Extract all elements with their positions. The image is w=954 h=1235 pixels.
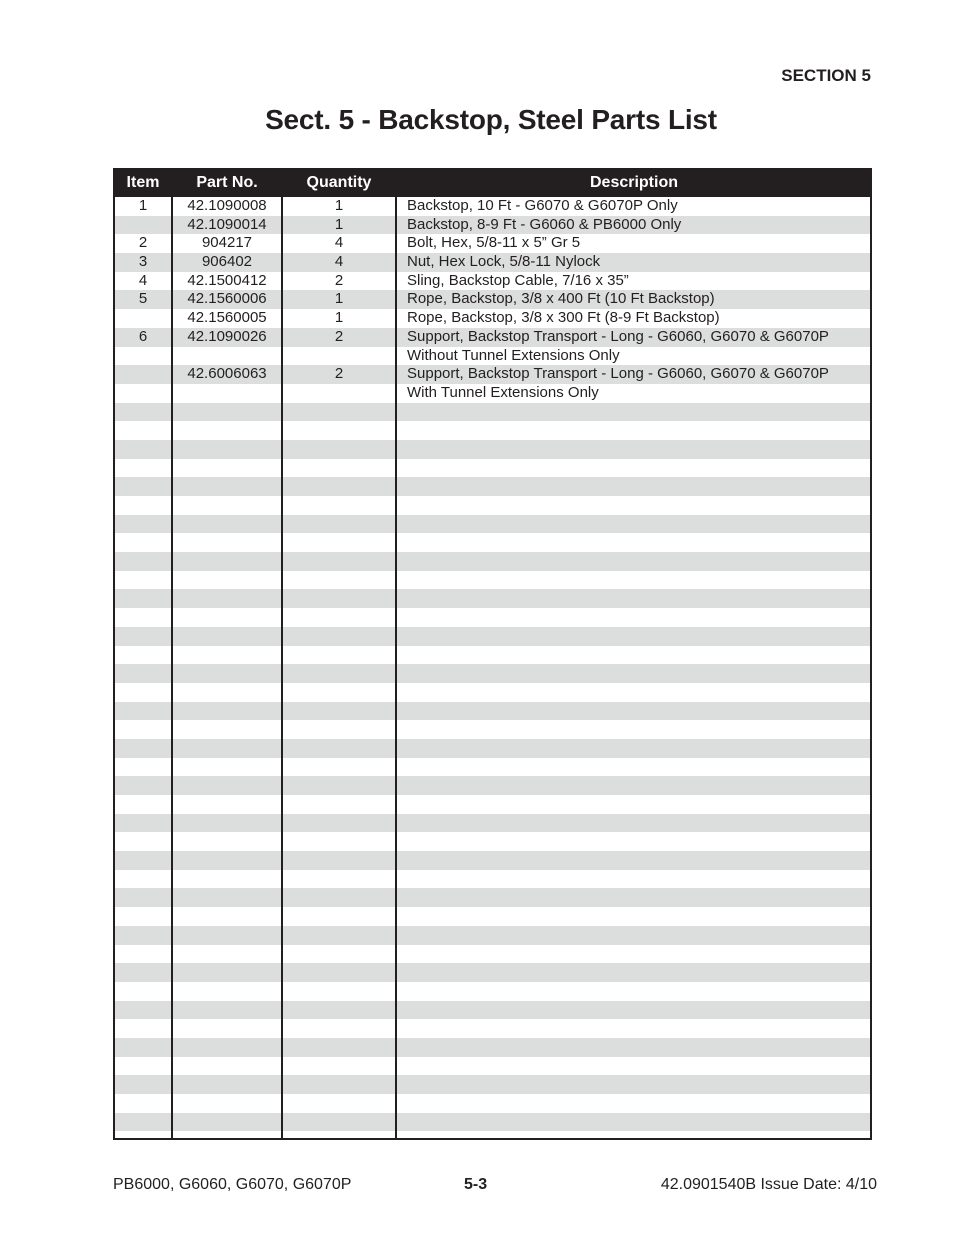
- part-no-cell: 42.6006063: [187, 365, 267, 383]
- description-cell: Backstop, 8-9 Ft - G6060 & PB6000 Only: [407, 215, 682, 233]
- table-row: [115, 1057, 870, 1076]
- table-row: [115, 272, 870, 291]
- description-cell: Backstop, 10 Ft - G6070 & G6070P Only: [407, 197, 678, 214]
- table-row: [115, 702, 870, 721]
- table-row: [115, 459, 870, 478]
- part-no-cell: 42.1090026: [187, 327, 267, 345]
- table-row: [115, 832, 870, 851]
- table-row: [115, 552, 870, 571]
- table-body: [115, 197, 870, 1131]
- table-row: [115, 1094, 870, 1113]
- table-row: [115, 907, 870, 926]
- table-row: [115, 440, 870, 459]
- quantity-cell: 1: [334, 309, 344, 327]
- description-cell: Without Tunnel Extensions Only: [407, 346, 620, 364]
- description-cell: Nut, Hex Lock, 5/8-11 Nylock: [407, 253, 601, 271]
- table-row: [115, 795, 870, 814]
- item-cell: 5: [138, 290, 148, 308]
- table-row: [115, 477, 870, 496]
- table-row: [115, 403, 870, 422]
- part-no-cell: 904217: [201, 234, 253, 252]
- quantity-cell: 2: [334, 365, 344, 383]
- table-row: [115, 1113, 870, 1132]
- table-row: [115, 851, 870, 870]
- table-row: [115, 982, 870, 1001]
- section-label: SECTION 5: [781, 66, 871, 85]
- table-row: [115, 421, 870, 440]
- table-row: [115, 683, 870, 702]
- table-row: [115, 1075, 870, 1094]
- table-row: [115, 870, 870, 889]
- table-row: [115, 347, 870, 366]
- table-row: [115, 328, 870, 347]
- parts-table: [113, 168, 872, 1140]
- table-row: [115, 365, 870, 384]
- table-row: [115, 814, 870, 833]
- description-cell: Rope, Backstop, 3/8 x 300 Ft (8-9 Ft Backstop): [407, 309, 720, 327]
- table-row: [115, 945, 870, 964]
- description-cell: Sling, Backstop Cable, 7/16 x 35”: [407, 271, 629, 289]
- footer-page-number: 5-3: [464, 1176, 488, 1193]
- quantity-cell: 4: [334, 253, 344, 271]
- table-row: [115, 646, 870, 665]
- table-header: [115, 170, 870, 197]
- table-row: [115, 496, 870, 515]
- page-title: Sect. 5 - Backstop, Steel Parts List: [265, 104, 717, 135]
- table-row: [115, 739, 870, 758]
- table-row: [115, 589, 870, 608]
- quantity-cell: 1: [334, 215, 344, 233]
- description-cell: Support, Backstop Transport - Long - G6060, G6070 & G6070P: [407, 365, 829, 383]
- item-cell: 1: [138, 197, 148, 214]
- part-no-cell: 42.1090014: [187, 215, 267, 233]
- column-divider: [171, 197, 173, 1138]
- table-row: [115, 197, 870, 216]
- description-cell: Rope, Backstop, 3/8 x 400 Ft (10 Ft Backstop): [407, 290, 715, 308]
- quantity-cell: 2: [334, 327, 344, 345]
- part-no-cell: 42.1560006: [187, 290, 267, 308]
- table-row: [115, 309, 870, 328]
- table-row: [115, 888, 870, 907]
- table-row: [115, 963, 870, 982]
- column-divider: [395, 197, 397, 1138]
- item-cell: 4: [138, 271, 148, 289]
- table-row: [115, 216, 870, 235]
- table-row: [115, 926, 870, 945]
- quantity-cell: 1: [334, 290, 344, 308]
- column-divider: [281, 197, 283, 1138]
- quantity-cell: 2: [334, 271, 344, 289]
- description-cell: Support, Backstop Transport - Long - G6060, G6070 & G6070P: [407, 327, 829, 345]
- quantity-cell: 1: [334, 197, 344, 214]
- quantity-cell: 4: [334, 234, 344, 252]
- column-header-description: Description: [589, 174, 678, 191]
- column-header-part-no: Part No.: [196, 174, 258, 191]
- table-row: [115, 290, 870, 309]
- column-header-quantity: Quantity: [306, 174, 372, 191]
- description-cell: With Tunnel Extensions Only: [407, 383, 599, 401]
- part-no-cell: 42.1090008: [187, 197, 267, 214]
- item-cell: 6: [138, 327, 148, 345]
- item-cell: 3: [138, 253, 148, 271]
- table-row: [115, 234, 870, 253]
- column-header-item: Item: [126, 174, 160, 191]
- item-cell: 2: [138, 234, 148, 252]
- part-no-cell: 906402: [201, 253, 253, 271]
- footer-models: PB6000, G6060, G6070, G6070P: [113, 1176, 352, 1193]
- table-row: [115, 720, 870, 739]
- table-row: [115, 627, 870, 646]
- part-no-cell: 42.1560005: [187, 309, 267, 327]
- table-row: [115, 384, 870, 403]
- table-row: [115, 758, 870, 777]
- table-row: [115, 776, 870, 795]
- footer-doc-number: 42.0901540B Issue Date: 4/10: [660, 1176, 877, 1193]
- table-row: [115, 608, 870, 627]
- table-row: [115, 253, 870, 272]
- table-row: [115, 664, 870, 683]
- table-row: [115, 571, 870, 590]
- table-row: [115, 515, 870, 534]
- table-row: [115, 533, 870, 552]
- table-row: [115, 1038, 870, 1057]
- part-no-cell: 42.1500412: [187, 271, 267, 289]
- table-row: [115, 1001, 870, 1020]
- table-row: [115, 1019, 870, 1038]
- description-cell: Bolt, Hex, 5/8-11 x 5” Gr 5: [407, 234, 581, 252]
